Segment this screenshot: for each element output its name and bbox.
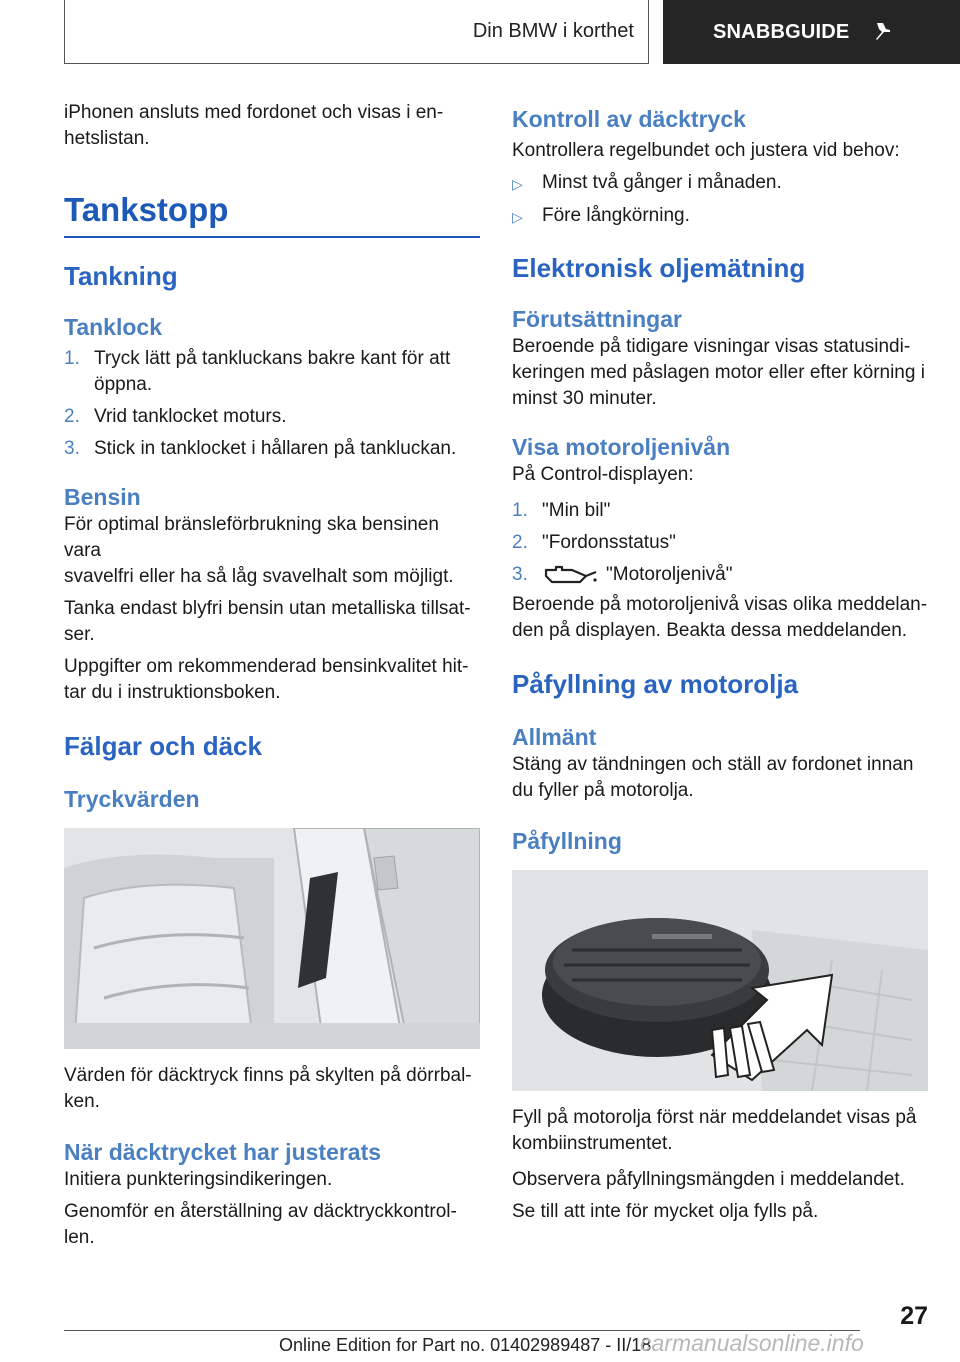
visa-intro: På Control-displayen:: [512, 464, 694, 485]
heading-allmant: Allmänt: [512, 724, 597, 750]
triangle-bullet-icon: ▷: [512, 209, 523, 225]
list-number: 2.: [512, 532, 528, 553]
heading-visa-motoroljenivan: Visa motoroljenivån: [512, 434, 731, 460]
allmant-paragraph: Stäng av tändningen och ställ av fordonet innan du fyller på motorolja.: [512, 754, 914, 801]
heading-tankning: Tankning: [64, 261, 178, 291]
pafyllning-paragraph-2: Observera påfyllningsmängden i meddelandet.: [512, 1169, 905, 1190]
pafyllning-paragraph-1: Fyll på motorolja först när meddelandet visas på kombiinstrumentet.: [512, 1107, 917, 1154]
heading-bensin: Bensin: [64, 484, 141, 510]
list-number: 1.: [64, 348, 80, 369]
pin-icon: [873, 21, 895, 43]
list-number: 2.: [64, 406, 80, 427]
quickguide-label: SNABBGUIDE: [713, 20, 850, 43]
heading-falgar-och-dack: Fälgar och däck: [64, 731, 262, 761]
oil-can-icon: [542, 564, 598, 586]
heading-tryckvarden: Tryckvärden: [64, 786, 200, 812]
list-number: 3.: [64, 438, 80, 459]
list-number: 3.: [512, 564, 528, 585]
bensin-paragraph-1: För optimal bränsleförbrukning ska bensinen vara svavelfri eller ha så låg svavelhalt som möjligt.: [64, 514, 454, 587]
door-pillar-drawing: [64, 828, 480, 1049]
list-text: Minst två gånger i månaden.: [542, 172, 782, 193]
pafyllning-paragraph-3: Se till att inte för mycket olja fylls på.: [512, 1201, 819, 1222]
triangle-bullet-icon: ▷: [512, 176, 523, 192]
tryck-caption: Värden för däcktryck finns på skylten på dörrbal- ken.: [64, 1065, 472, 1112]
heading-tankstopp: Tankstopp: [64, 190, 480, 238]
visa-paragraph: Beroende på motoroljenivå visas olika meddelan- den på displayen. Beakta dessa meddelanden.: [512, 594, 928, 641]
tanklock-list: [64, 346, 480, 462]
list-item: [512, 562, 928, 588]
list-text: "Motoroljenivå": [606, 564, 733, 585]
header-quickguide-tab: [663, 0, 960, 64]
watermark: carmanualsonline.info: [640, 1330, 864, 1356]
left-column: [64, 100, 480, 1251]
list-item: [512, 530, 928, 556]
justerats-paragraph-1: Initiera punkteringsindikeringen.: [64, 1169, 333, 1190]
list-text: Före långkörning.: [542, 205, 690, 226]
right-column: [512, 104, 928, 1225]
door-pillar-illustration: [64, 828, 480, 1049]
oil-cap-drawing: [512, 870, 928, 1091]
kontroll-intro: Kontrollera regelbundet och justera vid behov:: [512, 140, 900, 161]
list-text: Tryck lätt på tankluckans bakre kant för att öppna.: [94, 348, 451, 395]
list-number: 1.: [512, 500, 528, 521]
heading-forutsattningar: Förutsättningar: [512, 306, 682, 332]
list-item: [512, 170, 928, 197]
list-text: Vrid tanklocket moturs.: [94, 406, 287, 427]
list-item: [64, 436, 480, 462]
intro-text: iPhonen ansluts med fordonet och visas i en- hetslistan.: [64, 102, 444, 149]
list-item: [512, 203, 928, 230]
bensin-paragraph-3: Uppgifter om rekommenderad bensinkvalitet hit- tar du i instruktionsboken.: [64, 656, 469, 703]
heading-kontroll-av-dacktryck: Kontroll av däcktryck: [512, 106, 746, 132]
oil-cap-illustration: [512, 870, 928, 1091]
footer-edition: Online Edition for Part no. 01402989487 - II/18: [279, 1335, 652, 1355]
list-text: Stick in tanklocket i hållaren på tankluckan.: [94, 438, 457, 459]
page-number: 27: [900, 1302, 928, 1330]
heading-pafyllning: Påfyllning: [512, 828, 622, 854]
kontroll-list: [512, 170, 928, 230]
header-section-title: [64, 0, 649, 64]
list-item: [512, 498, 928, 524]
list-item: [64, 346, 480, 398]
list-text: "Fordonsstatus": [542, 532, 676, 553]
heading-nar-dacktrycket-har-justerats: När däcktrycket har justerats: [64, 1139, 382, 1165]
list-text: "Min bil": [542, 500, 611, 521]
list-item: [64, 404, 480, 430]
heading-tanklock: Tanklock: [64, 314, 162, 340]
header-title: Din BMW i korthet: [472, 20, 634, 42]
justerats-paragraph-2: Genomför en återställning av däcktryckkontrol- len.: [64, 1201, 457, 1248]
heading-pafyllning-av-motorolja: Påfyllning av motorolja: [512, 669, 799, 699]
bensin-paragraph-2: Tanka endast blyfri bensin utan metalliska tillsat- ser.: [64, 598, 471, 645]
heading-elektronisk-oljematning: Elektronisk oljemätning: [512, 253, 806, 283]
visa-list: [512, 498, 928, 588]
forut-paragraph: Beroende på tidigare visningar visas statusindi- keringen med påslagen motor eller efter körning i minst 30 minuter.: [512, 336, 925, 409]
